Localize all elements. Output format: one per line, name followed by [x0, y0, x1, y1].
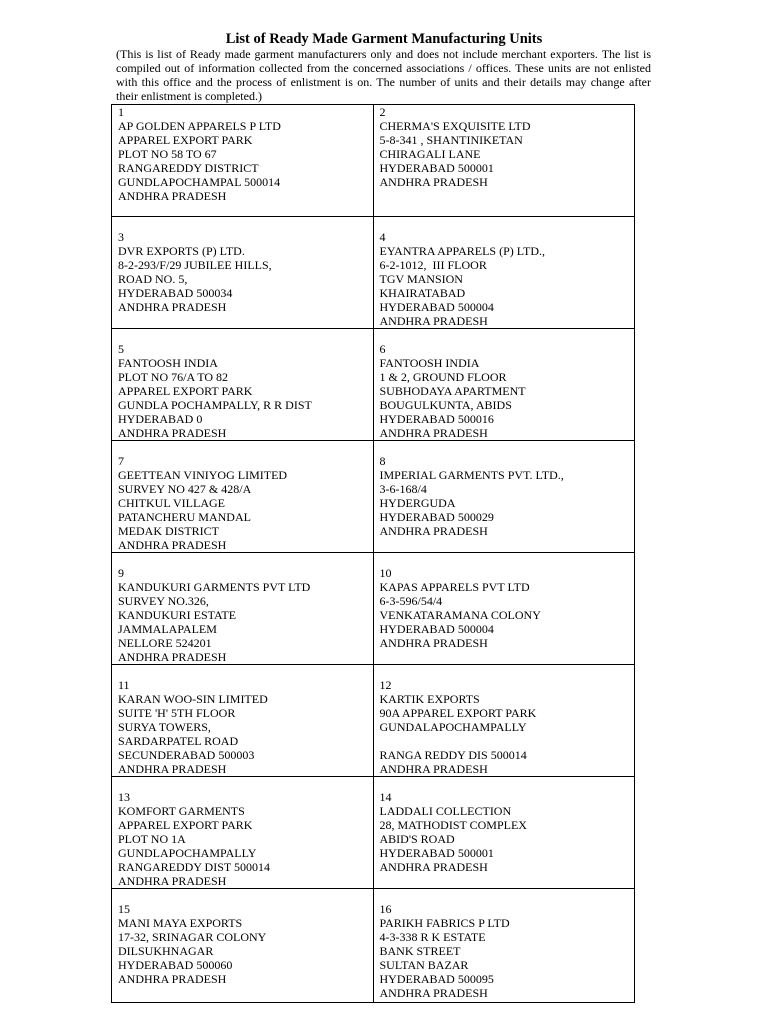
unit-address-line: KANDUKURI ESTATE — [118, 608, 237, 622]
unit-address-line: TGV MANSION — [379, 272, 463, 286]
unit-number: 8 — [379, 454, 386, 468]
unit-address-line: VENKATARAMANA COLONY — [379, 608, 541, 622]
unit-address-line: ANDHRA PRADESH — [118, 650, 227, 664]
unit-address-line: 8-2-293/F/29 JUBILEE HILLS, — [118, 258, 272, 272]
unit-address-line: GUNDALAPOCHAMPALLY — [379, 720, 527, 734]
units-table-body — [112, 105, 635, 1003]
units-table — [111, 104, 635, 1003]
unit-name: CHERMA'S EXQUISITE LTD — [379, 119, 531, 133]
unit-address-line: DILSUKHNAGAR — [118, 944, 214, 958]
table-row — [112, 553, 635, 665]
unit-address-line: HYDERABAD 500029 — [379, 510, 494, 524]
unit-address-line: GUNDLA POCHAMPALLY, R R DIST — [118, 398, 312, 412]
unit-address-line: PLOT NO 58 TO 67 — [118, 147, 217, 161]
unit-address-line: JAMMALAPALEM — [118, 622, 217, 636]
unit-number: 15 — [118, 902, 130, 916]
unit-address-line: 1 & 2, GROUND FLOOR — [379, 370, 507, 384]
unit-address-line: GUNDLAPOCHAMPAL 500014 — [118, 175, 281, 189]
unit-address-line: HYDERABAD 500001 — [379, 846, 494, 860]
unit-address-line: 6-3-596/54/4 — [379, 594, 443, 608]
unit-address-line: BANK STREET — [379, 944, 461, 958]
unit-name: LADDALI COLLECTION — [379, 804, 512, 818]
unit-number: 5 — [118, 342, 124, 356]
unit-number: 13 — [118, 790, 130, 804]
document-title: List of Ready Made Garment Manufacturing Units — [225, 31, 543, 47]
unit-address-line: ANDHRA PRADESH — [118, 762, 227, 776]
unit-address-line: HYDERGUDA — [379, 496, 456, 510]
unit-address-line: GUNDLAPOCHAMPALLY — [118, 846, 257, 860]
unit-number: 11 — [118, 678, 130, 692]
unit-address-line: APPAREL EXPORT PARK — [118, 133, 253, 147]
unit-number: 9 — [118, 566, 124, 580]
unit-address-line: SURVEY NO 427 & 428/A — [118, 482, 252, 496]
unit-name: KARAN WOO-SIN LIMITED — [118, 692, 268, 706]
unit-number: 12 — [379, 678, 392, 692]
unit-address-line: HYDERABAD 0 — [118, 412, 203, 426]
unit-number: 2 — [379, 105, 386, 119]
unit-address-line: CHITKUL VILLAGE — [118, 496, 225, 510]
table-row — [112, 329, 635, 441]
unit-address-line: PATANCHERU MANDAL — [118, 510, 251, 524]
unit-address-line: ROAD NO. 5, — [118, 272, 188, 286]
unit-address-line: ANDHRA PRADESH — [379, 860, 488, 874]
unit-address-line: 5-8-341 , SHANTINIKETAN — [379, 133, 523, 147]
unit-name: AP GOLDEN APPARELS P LTD — [118, 119, 281, 133]
unit-address-line: NELLORE 524201 — [118, 636, 212, 650]
unit-name: GEETTEAN VINIYOG LIMITED — [118, 468, 288, 482]
unit-address-line: HYDERABAD 500034 — [118, 286, 233, 300]
unit-cell — [373, 441, 635, 553]
unit-cell — [373, 553, 635, 665]
unit-address-line: HYDERABAD 500004 — [379, 622, 494, 636]
unit-name: MANI MAYA EXPORTS — [118, 916, 243, 930]
unit-address-line: ANDHRA PRADESH — [379, 762, 488, 776]
unit-number: 4 — [379, 230, 386, 244]
unit-address-line: SURVEY NO.326, — [118, 594, 209, 608]
unit-address-line: RANGA REDDY DIS 500014 — [379, 748, 527, 762]
unit-address-line: HYDERABAD 500001 — [379, 161, 494, 175]
unit-address-line: SARDARPATEL ROAD — [118, 734, 239, 748]
unit-address-line: KHAIRATABAD — [379, 286, 466, 300]
unit-cell — [112, 553, 374, 665]
unit-address-line: APPAREL EXPORT PARK — [118, 818, 253, 832]
unit-address-line: APPAREL EXPORT PARK — [118, 384, 253, 398]
unit-cell — [373, 777, 635, 889]
unit-cell — [112, 665, 374, 777]
intro-note: (This is list of Ready made garment manufacturers only and does not include merchant exporters. The list is compiled out of information collected from the concerned associations / offices. These units are not enlisted with this office and the process of enlistment is on. The number of units and their details may change after their enlistment is completed.) — [116, 47, 651, 103]
table-row — [112, 665, 635, 777]
unit-address-line: HYDERABAD 500095 — [379, 972, 494, 986]
unit-number: 14 — [379, 790, 392, 804]
unit-address-line: PLOT NO 76/A TO 82 — [118, 370, 229, 384]
table-row — [112, 777, 635, 889]
unit-address-line: ANDHRA PRADESH — [379, 524, 488, 538]
unit-cell — [112, 329, 374, 441]
table-row — [112, 441, 635, 553]
unit-address-line: 90A APPAREL EXPORT PARK — [379, 706, 537, 720]
unit-cell — [112, 441, 374, 553]
unit-address-line — [380, 734, 635, 748]
unit-name: PARIKH FABRICS P LTD — [379, 916, 510, 930]
unit-address-line: 4-3-338 R K ESTATE — [379, 930, 486, 944]
unit-cell — [112, 777, 374, 889]
unit-number: 7 — [118, 454, 124, 468]
unit-name: DVR EXPORTS (P) LTD. — [118, 244, 245, 258]
unit-address-line: ANDHRA PRADESH — [379, 175, 488, 189]
unit-name: EYANTRA APPARELS (P) LTD., — [379, 244, 545, 258]
unit-cell — [112, 105, 374, 217]
unit-cell — [373, 105, 635, 217]
unit-address-line: BOUGULKUNTA, ABIDS — [379, 398, 512, 412]
unit-address-line: HYDERABAD 500004 — [379, 300, 494, 314]
unit-name: FANTOOSH INDIA — [118, 356, 218, 370]
unit-number: 3 — [118, 230, 124, 244]
unit-address-line: ANDHRA PRADESH — [379, 426, 488, 440]
unit-address-line: HYDERABAD 500016 — [379, 412, 494, 426]
unit-name: FANTOOSH INDIA — [379, 356, 480, 370]
unit-address-line: ABID'S ROAD — [379, 832, 455, 846]
unit-address-line: RANGAREDDY DISTRICT — [118, 161, 259, 175]
table-row — [112, 217, 635, 329]
unit-address-line: SURYA TOWERS, — [118, 720, 211, 734]
unit-number: 1 — [118, 105, 124, 119]
unit-address-line: 17-32, SRINAGAR COLONY — [118, 930, 267, 944]
unit-number: 16 — [379, 902, 392, 916]
unit-address-line: HYDERABAD 500060 — [118, 958, 233, 972]
unit-cell — [112, 889, 374, 1003]
unit-address-line: MEDAK DISTRICT — [118, 524, 219, 538]
unit-number: 10 — [379, 566, 392, 580]
unit-address-line: 6-2-1012, III FLOOR — [379, 258, 487, 272]
unit-name: IMPERIAL GARMENTS PVT. LTD., — [379, 468, 564, 482]
unit-number: 6 — [379, 342, 386, 356]
unit-address-line: ANDHRA PRADESH — [118, 538, 227, 552]
unit-address-line: PLOT NO 1A — [118, 832, 186, 846]
unit-address-line: RANGAREDDY DIST 500014 — [118, 860, 271, 874]
unit-address-line: ANDHRA PRADESH — [379, 636, 488, 650]
unit-name: KARTIK EXPORTS — [379, 692, 480, 706]
unit-address-line: ANDHRA PRADESH — [118, 426, 227, 440]
unit-address-line: ANDHRA PRADESH — [118, 972, 227, 986]
unit-address-line: ANDHRA PRADESH — [379, 314, 488, 328]
unit-cell — [373, 329, 635, 441]
unit-address-line: SULTAN BAZAR — [379, 958, 469, 972]
unit-cell — [112, 217, 374, 329]
table-row — [112, 105, 635, 217]
unit-address-line: SECUNDERABAD 500003 — [118, 748, 255, 762]
unit-address-line: 28, MATHODIST COMPLEX — [379, 818, 527, 832]
unit-cell — [373, 889, 635, 1003]
unit-name: KAPAS APPARELS PVT LTD — [379, 580, 530, 594]
unit-address-line: 3-6-168/4 — [379, 482, 427, 496]
unit-name: KANDUKURI GARMENTS PVT LTD — [118, 580, 311, 594]
unit-address-line: ANDHRA PRADESH — [118, 189, 227, 203]
unit-address-line: ANDHRA PRADESH — [118, 300, 227, 314]
unit-address-line: CHIRAGALI LANE — [379, 147, 481, 161]
unit-cell — [373, 217, 635, 329]
unit-cell — [373, 665, 635, 777]
table-row — [112, 889, 635, 1003]
unit-address-line: SUBHODAYA APARTMENT — [379, 384, 526, 398]
unit-address-line: ANDHRA PRADESH — [379, 986, 488, 1000]
unit-name: KOMFORT GARMENTS — [118, 804, 245, 818]
unit-address-line: ANDHRA PRADESH — [118, 874, 227, 888]
unit-address-line: SUITE 'H' 5TH FLOOR — [118, 706, 236, 720]
